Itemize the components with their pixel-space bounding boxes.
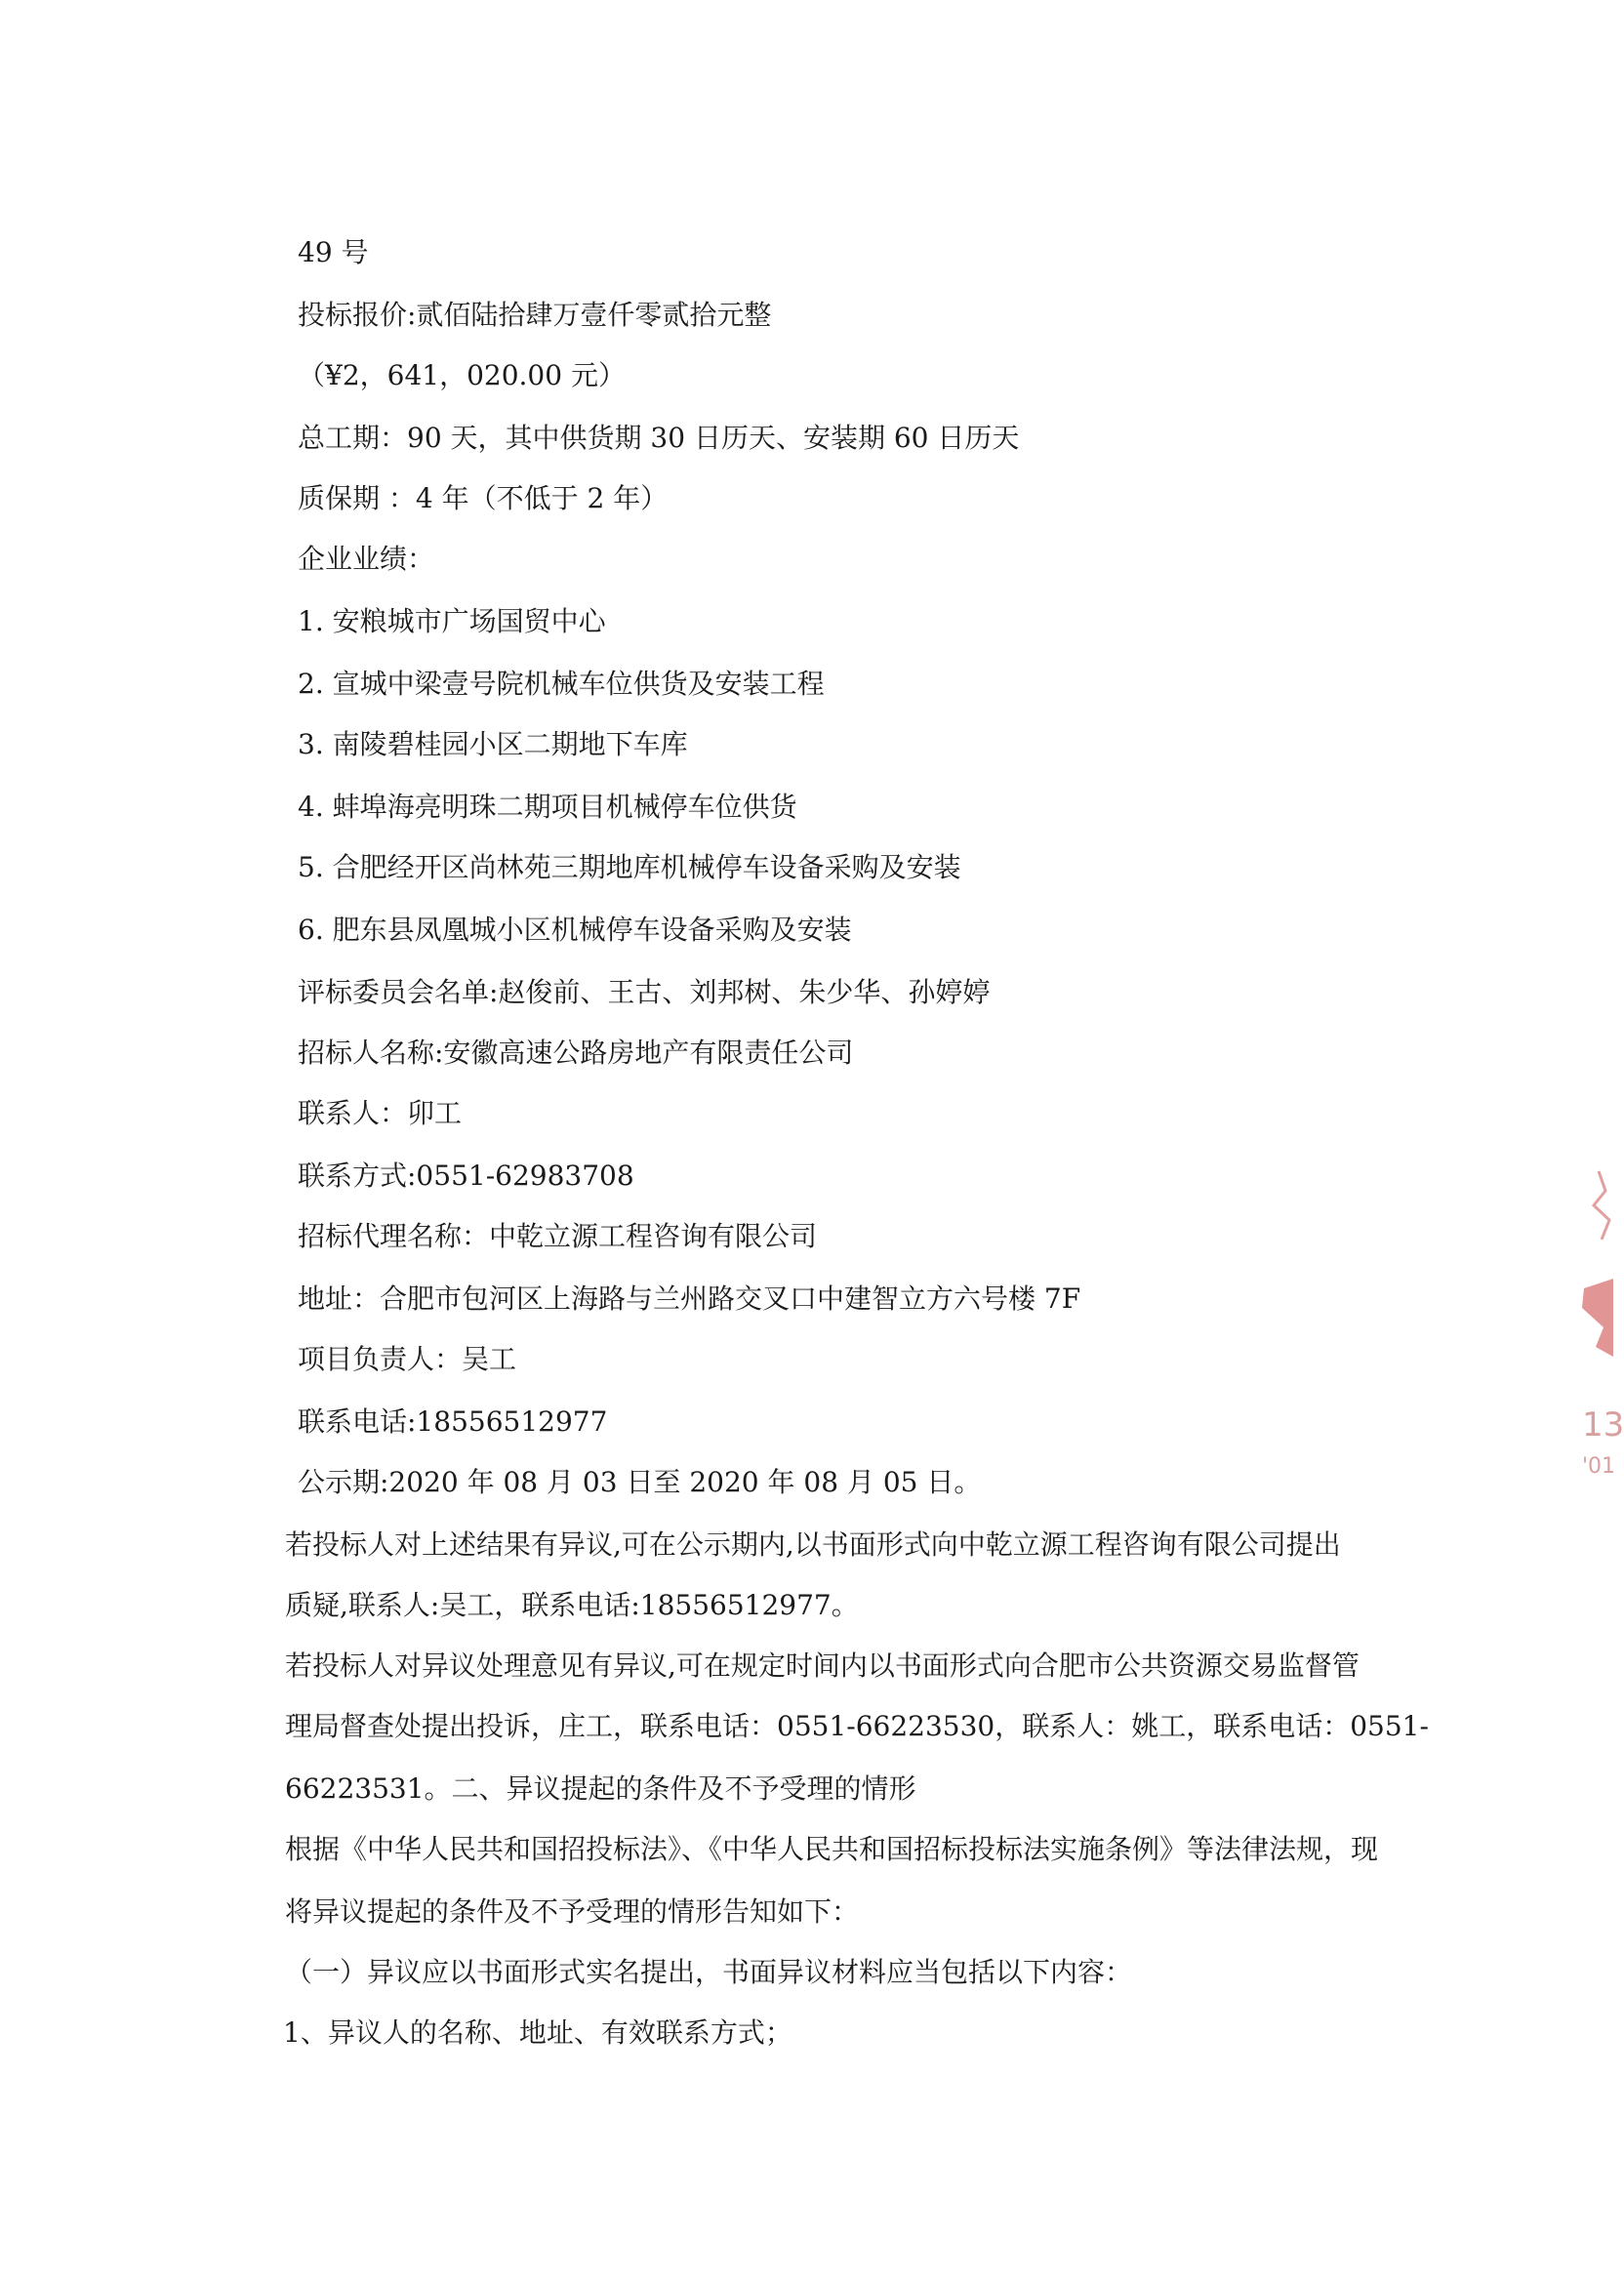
- text-line: 质保期 ：4 年（不低于 2 年）: [298, 482, 669, 514]
- text-line: 联系电话:18556512977: [298, 1405, 608, 1438]
- text-line: 联系人：卯工: [298, 1097, 463, 1129]
- seal-number-2: '01: [1582, 1454, 1616, 1479]
- text-line: （¥2，641，020.00 元）: [298, 359, 626, 391]
- text-line: 6. 肥东县凤凰城小区机械停车设备采购及安装: [298, 914, 852, 946]
- text-line: 49 号: [298, 236, 369, 268]
- text-line: 2. 宣城中梁壹号院机械车位供货及安装工程: [298, 668, 825, 700]
- text-line: 1、异议人的名称、地址、有效联系方式；: [283, 2016, 792, 2049]
- text-line: 1. 安粮城市广场国贸中心: [298, 605, 606, 637]
- text-line: 地址：合肥市包河区上海路与兰州路交叉口中建智立方六号楼 7F: [298, 1282, 1081, 1315]
- text-line: 企业业绩：: [298, 543, 435, 575]
- text-line: 5. 合肥经开区尚林苑三期地库机械停车设备采购及安装: [298, 851, 961, 883]
- text-line: 理局督查处提出投诉，庄工，联系电话：0551-66223530，联系人：姚工，联系电话：0551-: [285, 1710, 1429, 1742]
- text-line: 3. 南陵碧桂园小区二期地下车库: [298, 728, 688, 760]
- text-line: 投标报价:贰佰陆拾肆万壹仟零贰拾元整: [298, 299, 772, 331]
- text-line: 项目负责人：吴工: [298, 1343, 517, 1375]
- seal-fragment: [1545, 1161, 1624, 1513]
- text-line: 将异议提起的条件及不予受理的情形告知如下：: [285, 1895, 860, 1928]
- text-line: 66223531。二、异议提起的条件及不予受理的情形: [285, 1772, 916, 1805]
- text-line: 若投标人对异议处理意见有异议,可在规定时间内以书面形式向合肥市公共资源交易监督管: [285, 1649, 1360, 1682]
- text-line: 若投标人对上述结果有异议,可在公示期内,以书面形式向中乾立源工程咨询有限公司提出: [285, 1528, 1341, 1561]
- text-line: （一）异议应以书面形式实名提出，书面异议材料应当包括以下内容：: [285, 1956, 1133, 1988]
- text-line: 评标委员会名单:赵俊前、王古、刘邦树、朱少华、孙婷婷: [298, 976, 991, 1008]
- text-line: 质疑,联系人:吴工，联系电话:18556512977。: [285, 1589, 859, 1621]
- text-line: 联系方式:0551-62983708: [298, 1160, 634, 1192]
- text-line: 根据《中华人民共和国招投标法》、《中华人民共和国招标投标法实施条例》等法律法规，现: [285, 1833, 1379, 1865]
- text-line: 4. 蚌埠海亮明珠二期项目机械停车位供货: [298, 791, 797, 823]
- seal-number-1: 13: [1582, 1405, 1624, 1445]
- text-line: 招标代理名称：中乾立源工程咨询有限公司: [298, 1220, 818, 1252]
- text-line: 招标人名称:安徽高速公路房地产有限责任公司: [298, 1037, 854, 1069]
- text-line: 公示期:2020 年 08 月 03 日至 2020 年 08 月 05 日。: [298, 1466, 982, 1498]
- text-line: 总工期：90 天，其中供货期 30 日历天、安装期 60 日历天: [298, 422, 1020, 454]
